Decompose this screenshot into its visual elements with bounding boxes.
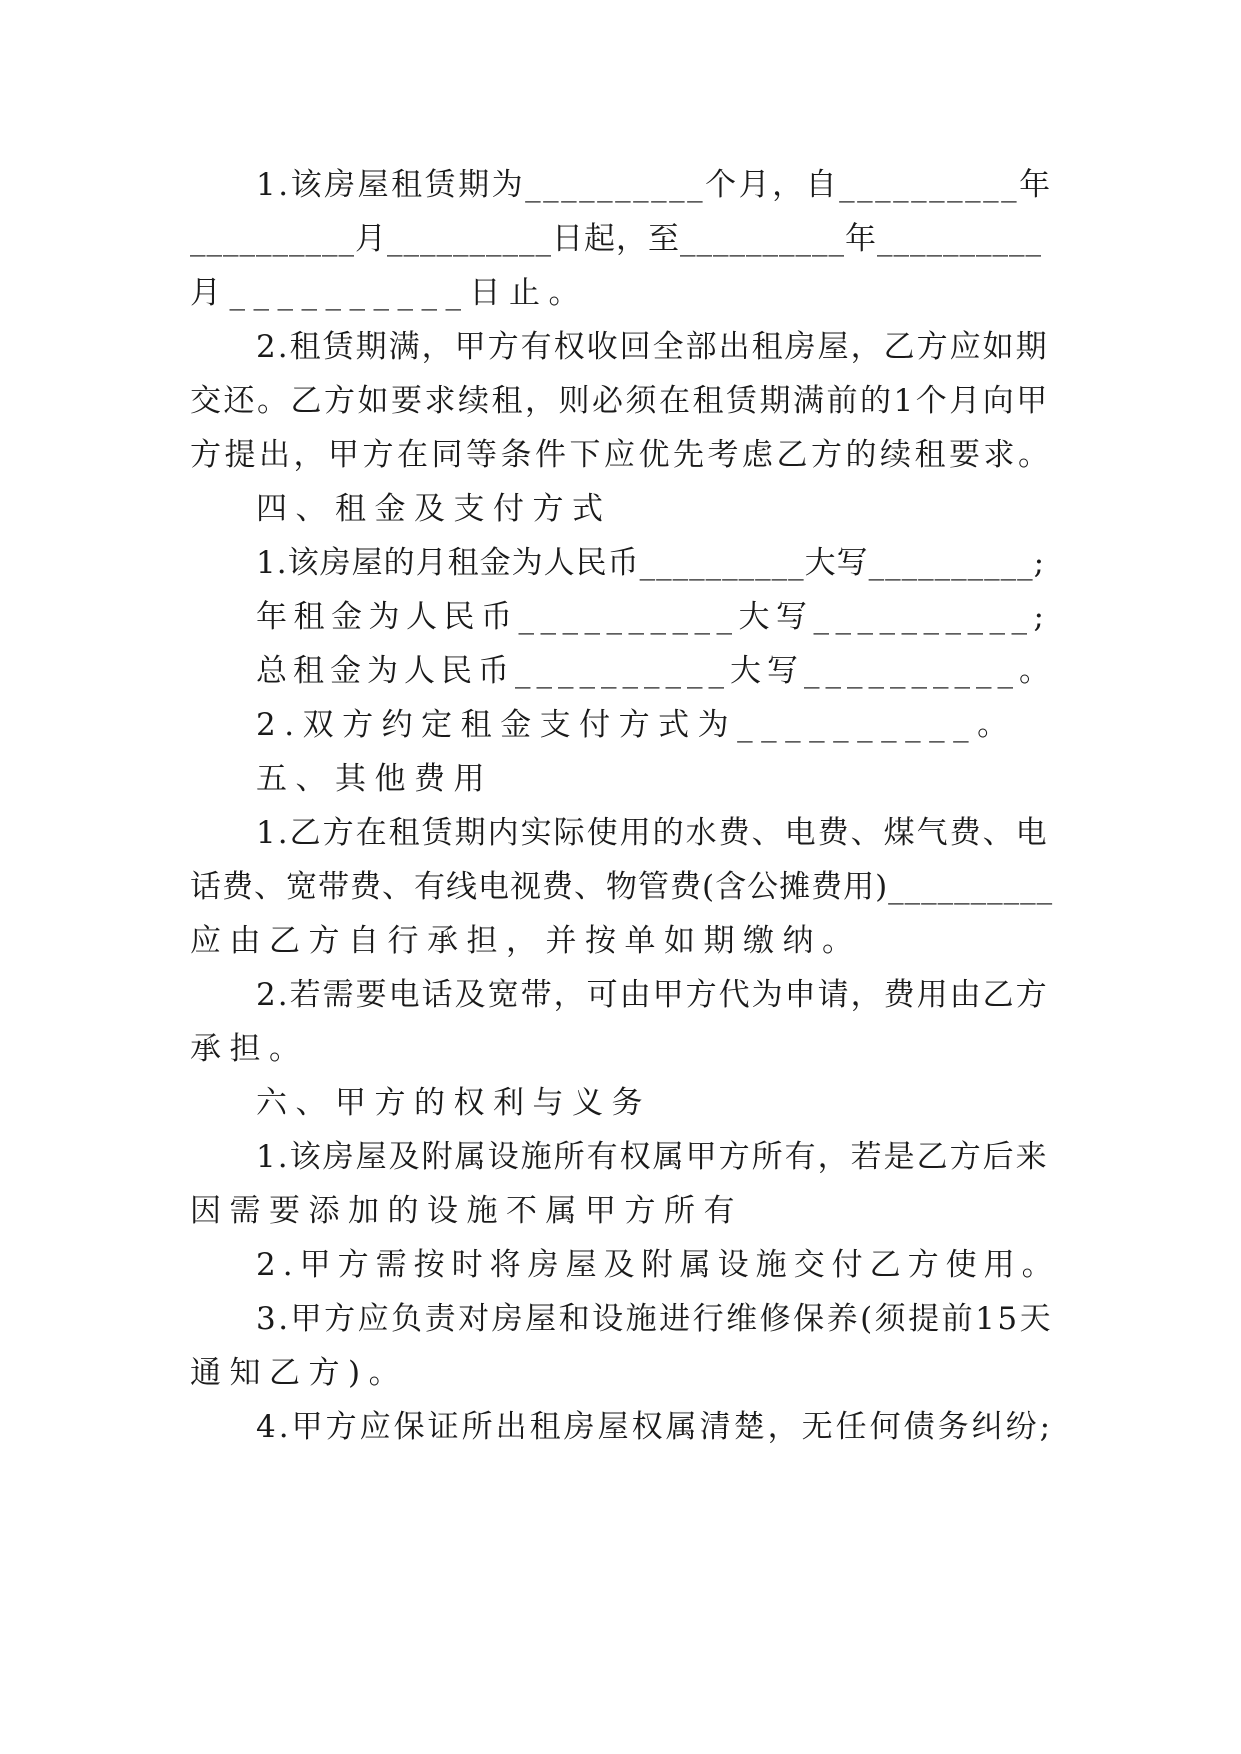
annual-rent-line: 年租金为人民币__________大写__________; — [256, 599, 1051, 635]
section-heading-party-a: 六、甲方的权利与义务 — [256, 1085, 651, 1121]
lease-expiry-line-2: 交还。乙方如要求续租，则必须在租赁期满前的1个月向甲 — [190, 383, 1050, 419]
maintenance-line-2: 通知乙方)。 — [190, 1355, 409, 1391]
phone-broadband-line-1: 2.若需要电话及宽带，可由甲方代为申请，费用由乙方 — [256, 977, 1049, 1013]
total-rent-line: 总租金为人民币__________大写__________。 — [256, 653, 1056, 689]
lease-term-line-3: 月__________日止。 — [190, 275, 588, 311]
fees-line-2: 话费、宽带费、有线电视费、物管费(含公摊费用)__________ — [190, 869, 1054, 905]
section-heading-fees: 五、其他费用 — [256, 761, 493, 797]
ownership-line-2: 因需要添加的设施不属甲方所有 — [190, 1193, 743, 1229]
lease-term-line-1: 1.该房屋租赁期为__________个月，自__________年 — [256, 167, 1053, 203]
lease-term-line-2: __________月__________日起，至__________年__________ — [190, 221, 1042, 257]
title-guarantee-line: 4.甲方应保证所出租房屋权属清楚，无任何债务纠纷; — [256, 1409, 1054, 1445]
section-heading-rent: 四、租金及支付方式 — [256, 491, 612, 527]
phone-broadband-line-2: 承担。 — [190, 1031, 309, 1067]
fees-line-1: 1.乙方在租赁期内实际使用的水费、电费、煤气费、电 — [256, 815, 1049, 851]
lease-expiry-line-1: 2.租赁期满，甲方有权收回全部出租房屋，乙方应如期 — [256, 329, 1049, 365]
payment-method-line: 2.双方约定租金支付方式为__________。 — [256, 707, 1017, 743]
monthly-rent-line: 1.该房屋的月租金为人民币__________大写__________; — [256, 545, 1046, 581]
ownership-line-1: 1.该房屋及附属设施所有权属甲方所有，若是乙方后来 — [256, 1139, 1049, 1175]
delivery-line: 2.甲方需按时将房屋及附属设施交付乙方使用。 — [256, 1247, 1060, 1283]
lease-expiry-line-3: 方提出，甲方在同等条件下应优先考虑乙方的续租要求。 — [190, 437, 1053, 473]
fees-line-3: 应由乙方自行承担，并按单如期缴纳。 — [190, 923, 862, 959]
maintenance-line-1: 3.甲方应负责对房屋和设施进行维修保养(须提前15天 — [256, 1301, 1054, 1337]
